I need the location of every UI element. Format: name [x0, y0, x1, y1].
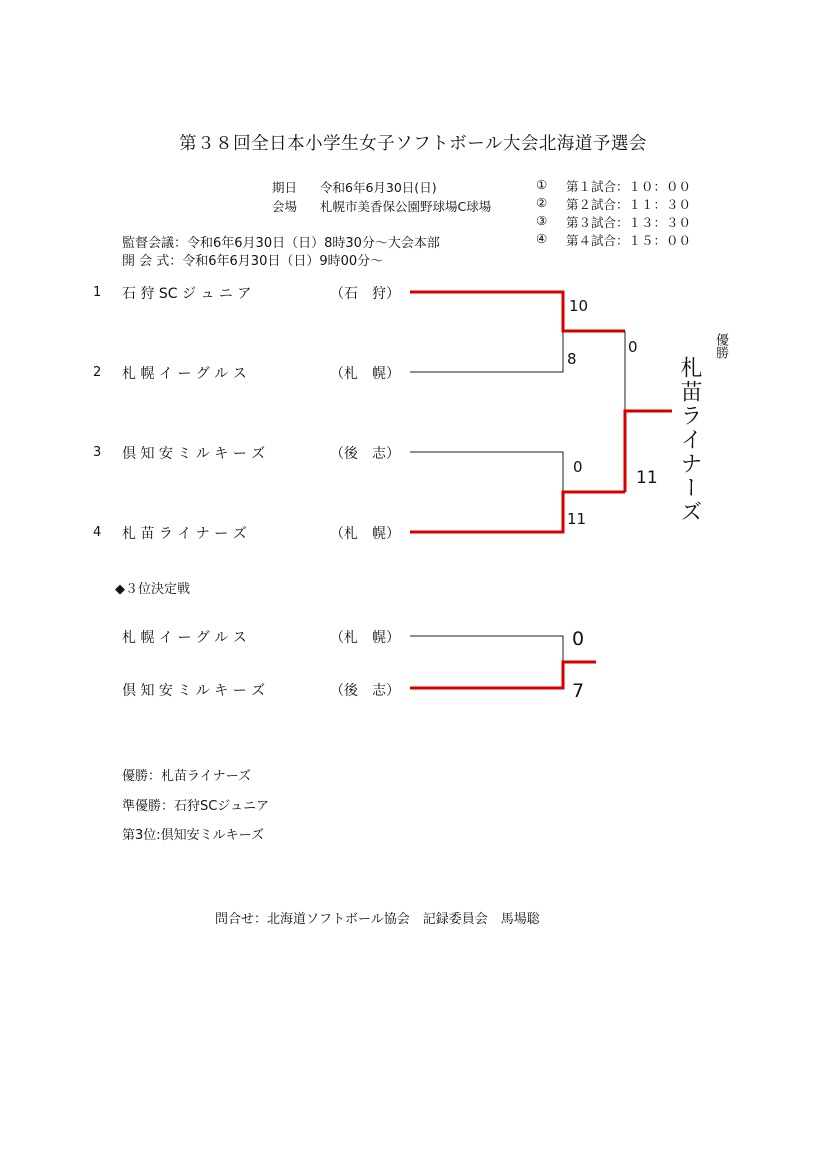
team-region: （札 幌）: [330, 630, 400, 646]
team-name: 札 幌 イ ー グ ル ス: [122, 630, 247, 646]
score-final-bottom: 11: [636, 468, 658, 488]
score-semi2-bottom: 11: [567, 510, 587, 528]
schedule-text: 第４試合：１５：００: [566, 233, 692, 248]
team-region: （石 狩）: [330, 286, 400, 302]
schedule-mark: ①: [536, 177, 548, 192]
third-place-heading: ◆３位決定戦: [115, 582, 190, 597]
date-label: 期日: [272, 180, 298, 195]
team-region: （札 幌）: [330, 366, 400, 382]
bracket-line-loser: [410, 452, 563, 492]
schedule-mark: ④: [536, 231, 548, 246]
bracket-line-loser: [410, 636, 563, 662]
team-region: （札 幌）: [330, 526, 400, 542]
result-third-place: 第3位:倶知安ミルキーズ: [122, 828, 265, 843]
date-value: 令和6年6月30日(日): [320, 180, 437, 195]
score-third-bottom: 7: [572, 680, 585, 702]
team-name: 倶 知 安 ミ ル キ ー ズ: [122, 683, 266, 699]
team-seed: 1: [93, 285, 102, 300]
venue-label: 会場: [272, 199, 298, 214]
score-third-top: 0: [572, 628, 585, 650]
contact-info: 問合せ：北海道ソフトボール協会 記録委員会 馬場聡: [215, 912, 540, 927]
bracket-line-winner: [410, 662, 596, 688]
bracket-line-winner: [410, 492, 625, 532]
schedule-mark: ③: [536, 213, 548, 228]
champion-label: 優勝: [713, 333, 728, 359]
bracket-line-winner: [410, 292, 625, 331]
venue-value: 札幌市美香保公園野球場C球場: [320, 199, 492, 214]
score-semi2-top: 0: [573, 458, 583, 476]
page-title: 第３８回全日本小学生女子ソフトボール大会北海道予選会: [179, 134, 647, 154]
champion-name: 札苗ライナーズ: [677, 356, 702, 524]
team-region: （後 志）: [330, 683, 400, 699]
team-name: 札 苗 ラ イ ナ ー ズ: [122, 526, 247, 542]
team-name: 札 幌 イ ー グ ル ス: [122, 366, 247, 382]
team-region: （後 志）: [330, 446, 400, 462]
score-final-top: 0: [628, 338, 638, 356]
result-runner-up: 準優勝：石狩SCジュニア: [122, 799, 270, 814]
schedule-text: 第２試合：１１：３０: [566, 197, 692, 212]
schedule-text: 第１試合：１０：００: [566, 179, 692, 194]
schedule-mark: ②: [536, 195, 548, 210]
result-champion: 優勝：札苗ライナーズ: [122, 769, 251, 784]
team-seed: 3: [93, 445, 102, 460]
score-semi1-top: 10: [569, 297, 589, 315]
bracket-line-loser: [410, 331, 563, 372]
team-name: 石 狩 SC ジ ュ ニ ア: [122, 286, 252, 302]
manager-meeting: 監督会議：令和6年6月30日（日）8時30分～大会本部: [122, 236, 440, 251]
team-name: 倶 知 安 ミ ル キ ー ズ: [122, 446, 266, 462]
opening-ceremony: 開 会 式：令和6年6月30日（日）9時00分～: [122, 254, 384, 269]
team-seed: 4: [93, 525, 102, 540]
score-semi1-bottom: 8: [567, 350, 577, 368]
schedule-text: 第３試合：１３：３０: [566, 215, 692, 230]
team-seed: 2: [93, 365, 102, 380]
